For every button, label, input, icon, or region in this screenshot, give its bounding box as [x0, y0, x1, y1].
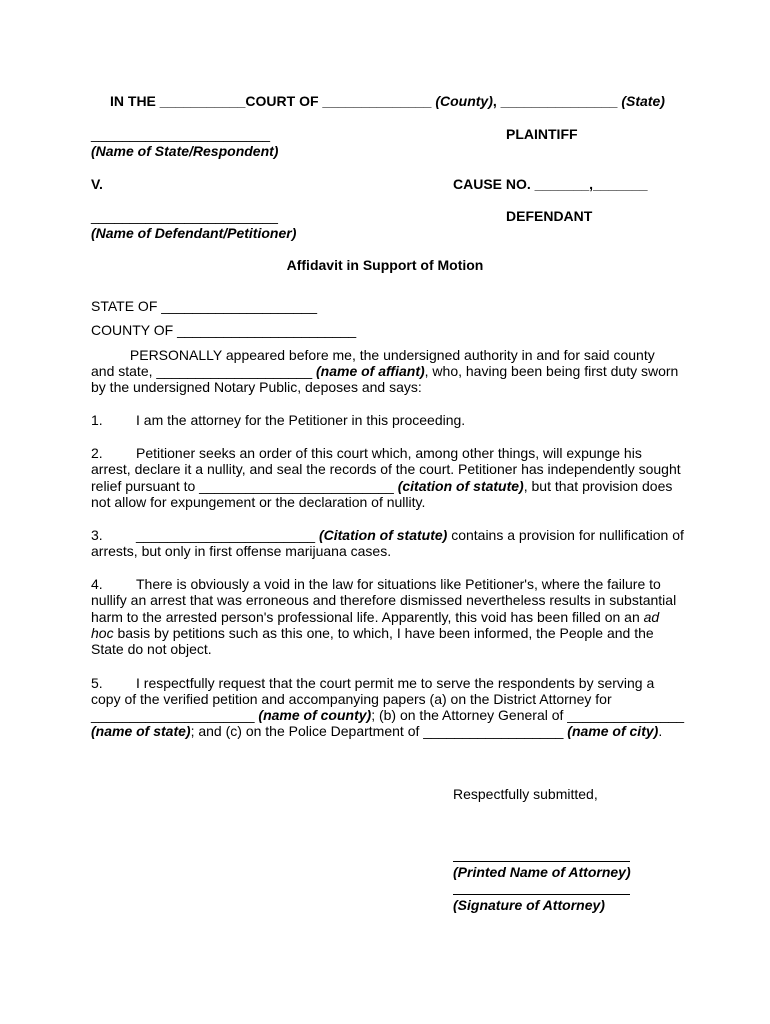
signature-label: (Signature of Attorney) — [453, 897, 605, 913]
p2-line-2: arrest, declare it a nullity, and seal the records of the court. Petitioner has independently sought — [91, 461, 681, 477]
p5-line-3 — [91, 707, 684, 724]
p4-line-4 — [91, 625, 654, 642]
p4-line-3 — [91, 609, 659, 626]
p4-number: 4. — [91, 576, 103, 592]
intro-line-3: by the undersigned Notary Public, deposes and says: — [91, 379, 422, 395]
caption-county: (County) — [435, 93, 493, 109]
printed-name-line — [453, 861, 630, 862]
p3-statute-label: (Citation of statute) — [318, 527, 448, 543]
p3-number: 3. — [91, 527, 103, 543]
p5-state-label: (name of state) — [91, 723, 191, 739]
caption-court-line — [110, 93, 665, 110]
document-title: Affidavit in Support of Motion — [286, 257, 484, 273]
defendant-petitioner-blank: ________________________ — [91, 208, 278, 224]
venue-state-of: STATE OF ____________________ — [91, 298, 317, 314]
p5-line-4-text: ; and (c) on the Police Department of __________________ — [190, 723, 568, 739]
p2-statute-blank: relief pursuant to _________________________ — [91, 478, 398, 494]
printed-name-label: (Printed Name of Attorney) — [453, 864, 631, 880]
p2-statute-label: (citation of statute) — [397, 478, 524, 494]
p2-line-3-end: , but that provision does — [523, 478, 673, 494]
p4-line-5: State do not object. — [91, 641, 212, 657]
caption-state: (State) — [621, 93, 665, 109]
p2-number: 2. — [91, 445, 103, 461]
p4-hoc-italic: hoc — [91, 625, 114, 641]
defendant-label: DEFENDANT — [506, 208, 593, 224]
signature-line — [453, 894, 630, 895]
intro-line-2 — [91, 363, 678, 380]
p1-line-1: I am the attorney for the Petitioner in this proceeding. — [136, 412, 466, 428]
intro-line-2-end: , who, having been being first duty sworn — [424, 363, 679, 379]
p3-line-1-end: contains a provision for nullification of — [447, 527, 684, 543]
p5-line-3-end: ; (b) on the Attorney General of _______________ — [371, 707, 685, 723]
p3-line-2: arrests, but only in first offense marijuana cases. — [91, 543, 392, 559]
p4-line-2: nullify an arrest that was erroneous and therefore dismissed nevertheless results in substantial — [91, 592, 677, 608]
p3-statute-blank: _______________________ — [136, 527, 319, 543]
p4-line-4-text: basis by petitions such as this one, to which, I have been informed, the People and the — [113, 625, 654, 641]
p2-line-4: not allow for expungement or the declaration of nullity. — [91, 494, 426, 510]
p4-line-3-text: harm to the arrested person's professional life. Apparently, this void has been filled on an — [91, 609, 644, 625]
state-respondent-blank: _______________________ — [91, 126, 271, 142]
p5-line-4 — [91, 723, 662, 740]
intro-affiant-blank: and state, ____________________ — [91, 363, 316, 379]
state-respondent-label: (Name of State/Respondent) — [91, 143, 279, 159]
p3-line-1 — [136, 527, 684, 544]
caption-separator: , _______________ — [492, 93, 622, 109]
intro-affiant-label: (name of affiant) — [316, 363, 425, 379]
p2-line-1: Petitioner seeks an order of this court which, among other things, will expunge his — [136, 445, 642, 461]
intro-line-1: PERSONALLY appeared before me, the undersigned authority in and for said county — [91, 347, 655, 363]
p5-city-label: (name of city) — [567, 723, 659, 739]
respectfully-submitted: Respectfully submitted, — [453, 786, 598, 802]
p4-line-1: There is obviously a void in the law for situations like Petitioner's, where the failure to — [136, 576, 661, 592]
p1-number: 1. — [91, 412, 103, 428]
p5-line-4-period: . — [658, 723, 663, 739]
p5-county-label: (name of county) — [258, 707, 372, 723]
cause-number: CAUSE NO. _______,_______ — [453, 176, 648, 192]
p5-line-1: I respectfully request that the court permit me to serve the respondents by serving a — [136, 675, 655, 691]
p4-ad-italic: ad — [643, 609, 660, 625]
p5-number: 5. — [91, 675, 103, 691]
venue-county-of: COUNTY OF _______________________ — [91, 322, 357, 338]
versus-label: V. — [91, 176, 103, 192]
p2-line-3 — [91, 478, 672, 495]
caption-in-the: IN THE ___________COURT OF ______________ — [110, 93, 436, 109]
plaintiff-label: PLAINTIFF — [506, 126, 578, 142]
p5-county-blank: _____________________ — [91, 707, 259, 723]
defendant-petitioner-label: (Name of Defendant/Petitioner) — [91, 225, 297, 241]
p5-line-2: copy of the verified petition and accompanying papers (a) on the District Attorney for — [91, 691, 612, 707]
